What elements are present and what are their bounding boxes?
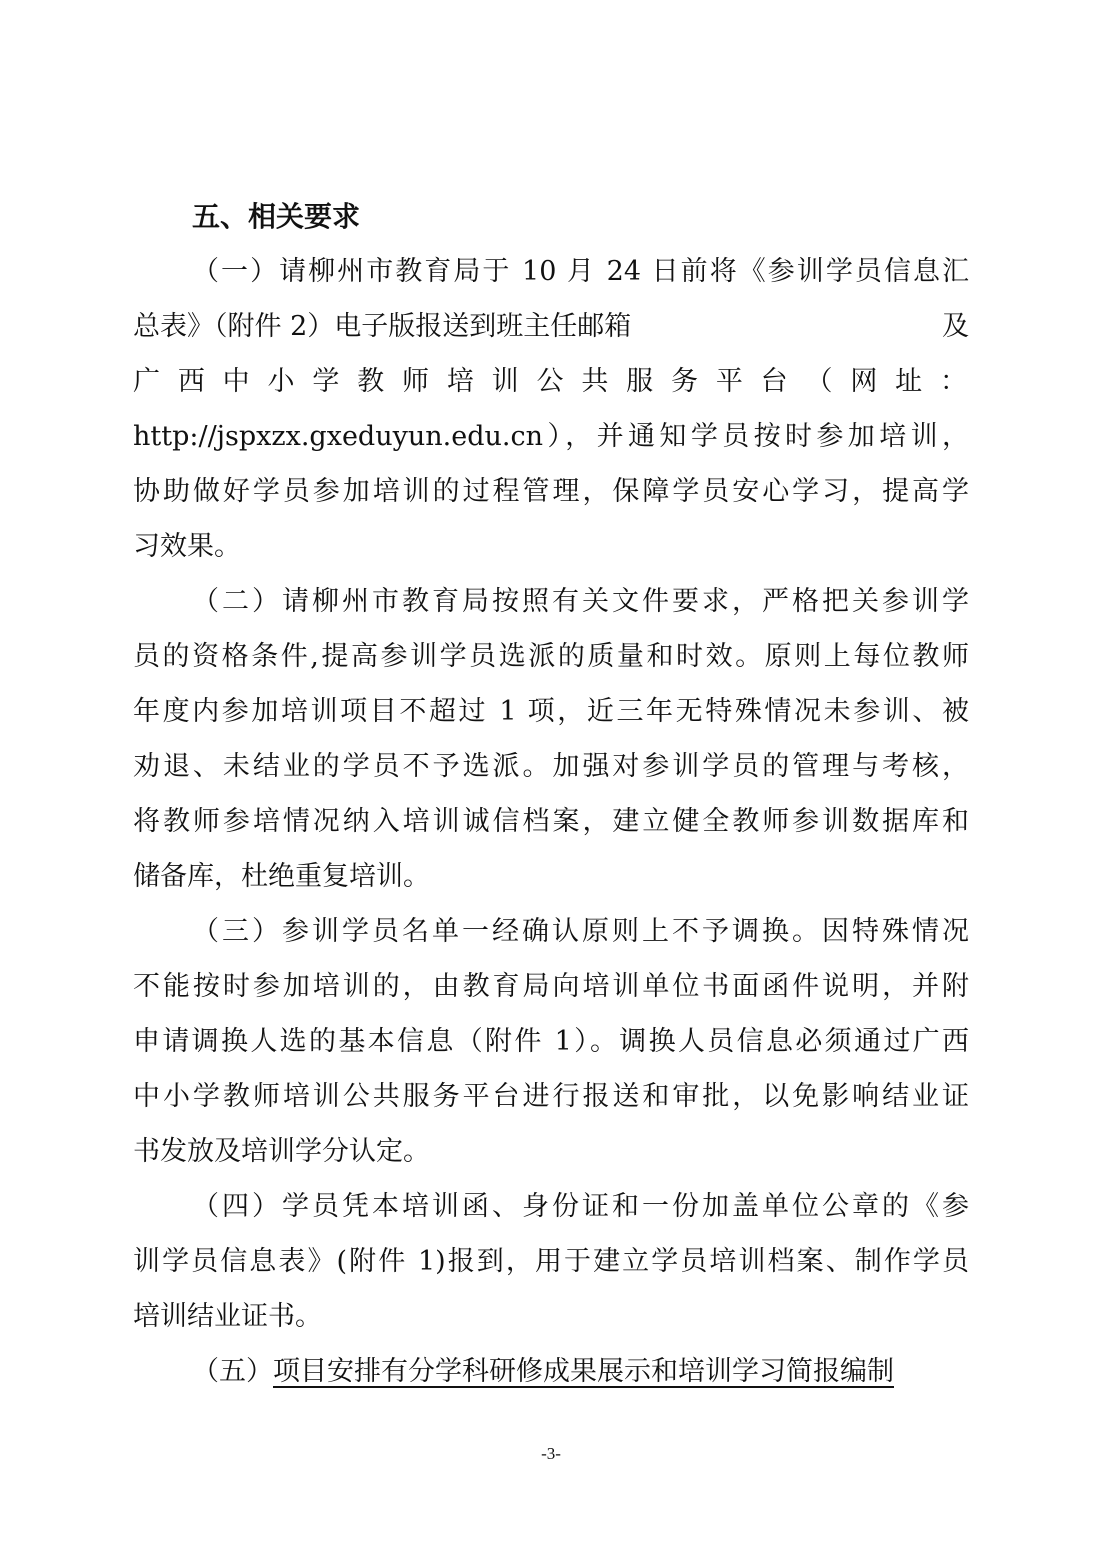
p4-line-3: 培训结业证书。 <box>133 1301 322 1332</box>
p3-line-1: （三）参训学员名单一经确认原则上不予调换。因特殊情况 <box>192 916 969 947</box>
p1-line-4: http://jspxzx.gxeduyun.edu.cn），并通知学员按时参加培训， <box>133 421 969 452</box>
p3-line-3: 申请调换人选的基本信息（附件 1）。调换人员信息必须通过广西 <box>133 1026 969 1057</box>
p3-line-4: 中小学教师培训公共服务平台进行报送和审批，以免影响结业证 <box>133 1081 969 1112</box>
p1-line-1: （一）请柳州市教育局于 10 月 24 日前将《参训学员信息汇 <box>192 256 969 287</box>
p1-line-2-text: 总表》（附件 2）电子版报送到班主任邮箱 <box>133 311 632 342</box>
p5-underlined-text: 项目安排有分学科研修成果展示和培训学习简报编制 <box>273 1356 894 1387</box>
p2-line-3: 年度内参加培训项目不超过 1 项，近三年无特殊情况未参训、被 <box>133 696 969 727</box>
p2-line-5: 将教师参培情况纳入培训诚信档案，建立健全教师参训数据库和 <box>133 806 969 837</box>
p2-line-1: （二）请柳州市教育局按照有关文件要求，严格把关参训学 <box>192 586 969 617</box>
p4-line-1: （四）学员凭本培训函、身份证和一份加盖单位公章的《参 <box>192 1191 969 1222</box>
section-heading: 五、相关要求 <box>192 200 361 233</box>
p1-line-2 <box>133 307 969 347</box>
p2-line-2: 员的资格条件,提高参训学员选派的质量和时效。原则上每位教师 <box>133 641 969 672</box>
p5-prefix: （五） <box>192 1356 273 1387</box>
p1-line-6: 习效果。 <box>133 531 241 562</box>
p1-line-5: 协助做好学员参加培训的过程管理，保障学员安心学习，提高学 <box>133 476 969 507</box>
p3-line-5: 书发放及培训学分认定。 <box>133 1136 430 1167</box>
page-number: -3- <box>541 1444 561 1463</box>
p3-line-2: 不能按时参加培训的，由教育局向培训单位书面函件说明，并附 <box>133 971 969 1002</box>
p5-line-1 <box>192 1352 969 1392</box>
p4-line-2: 训学员信息表》(附件 1)报到，用于建立学员培训档案、制作学员 <box>133 1246 969 1277</box>
p2-line-6: 储备库，杜绝重复培训。 <box>133 861 430 892</box>
p1-line-3: 广西中小学教师培训公共服务平台（网址： <box>133 366 969 397</box>
p1-line-2-end: 及 <box>942 311 969 342</box>
p2-line-4: 劝退、未结业的学员不予选派。加强对参训学员的管理与考核， <box>133 751 969 782</box>
